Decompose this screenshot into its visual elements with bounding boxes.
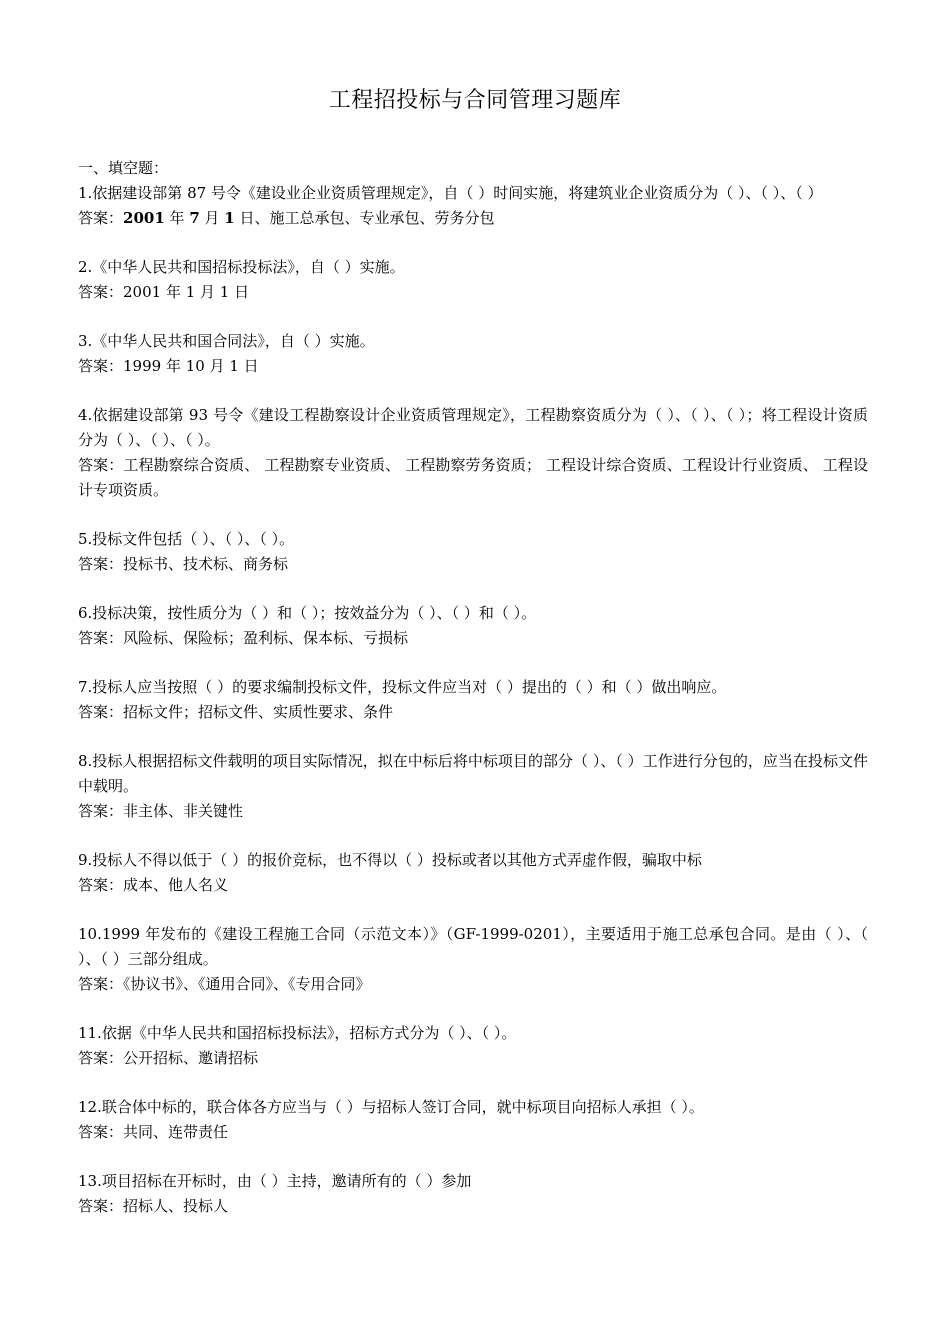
qa-item — [78, 181, 868, 231]
answer-label: 答案： — [78, 802, 124, 820]
answer-value: 《协议书》、《通用合同》、《专用合同》 — [123, 975, 371, 993]
qa-item — [78, 403, 868, 503]
question-text: 4.依据建设部第 93 号令《建设工程勘察设计企业资质管理规定》，工程勘察资质分为（ ）、（ ）、（ ）；将工程设计资质分为（ ）、（ ）、（ ）。 — [78, 406, 868, 449]
answer-label: 答案： — [78, 1049, 124, 1067]
question-text: 5.投标文件包括（ ）、（ ）、（ ）。 — [78, 530, 295, 548]
qa-item — [78, 848, 868, 898]
answer-value: 公开招标、邀请招标 — [123, 1049, 259, 1067]
answer-value: 1999 年 10 月 1 日 — [123, 357, 259, 375]
answer-label: 答案： — [78, 283, 124, 301]
qa-item — [78, 255, 868, 305]
answer-value: 7 — [189, 209, 200, 227]
qa-item — [78, 1095, 868, 1145]
answer-text — [78, 1194, 868, 1219]
answer-text — [78, 1046, 868, 1071]
answer-value: 2001 年 1 月 1 日 — [123, 283, 250, 301]
question-text: 11.依据《中华人民共和国招标投标法》，招标方式分为（ ）、（ ）。 — [78, 1024, 517, 1042]
answer-text — [78, 552, 868, 577]
answer-label: 答案： — [78, 1123, 124, 1141]
answer-value: 工程勘察综合资质、 工程勘察专业资质、 工程勘察劳务资质； 工程设计综合资质、工程设计行业资质、 工程设计专项资质。 — [78, 456, 868, 499]
qa-item — [78, 922, 868, 997]
question-text: 10.1999 年发布的《建设工程施工合同（示范文本）》（GF-1999-0201），主要适用于施工总承包合同。是由（ ）、（ ）、（ ）三部分组成。 — [78, 925, 868, 968]
question-text: 9.投标人不得以低于（ ）的报价竞标，也不得以（ ）投标或者以其他方式弄虚作假，骗取中标 — [78, 851, 702, 869]
answer-text — [78, 799, 868, 824]
answer-value: 投标书、技术标、商务标 — [123, 555, 289, 573]
answer-label: 答案： — [78, 703, 124, 721]
question-text: 2.《中华人民共和国招标投标法》，自（ ）实施。 — [78, 258, 405, 276]
answer-value: 非主体、非关键性 — [123, 802, 244, 820]
answer-value: 月 — [199, 209, 225, 227]
question-text: 13.项目招标在开标时，由（ ）主持，邀请所有的（ ）参加 — [78, 1172, 472, 1190]
answer-value: 风险标、保险标；盈利标、保本标、亏损标 — [123, 629, 409, 647]
question-text: 7.投标人应当按照（ ）的要求编制投标文件，投标文件应当对（ ）提出的（ ）和（ ）做出响应。 — [78, 678, 727, 696]
answer-text — [78, 626, 868, 651]
answer-label: 答案： — [78, 456, 124, 474]
answer-text — [78, 354, 868, 379]
qa-item — [78, 1169, 868, 1219]
qa-item — [78, 1021, 868, 1071]
answer-label: 答案： — [78, 357, 124, 375]
answer-label: 答案： — [78, 555, 124, 573]
qa-item — [78, 749, 868, 824]
answer-value: 2001 — [123, 209, 165, 227]
section-heading: 一、填空题： — [78, 159, 169, 177]
answer-text — [78, 972, 868, 997]
question-text: 6.投标决策，按性质分为（ ）和（ ）；按效益分为（ ）、（ ）和（ ）。 — [78, 604, 537, 622]
question-text: 12.联合体中标的，联合体各方应当与（ ）与招标人签订合同，就中标项目向招标人承担（ ）。 — [78, 1098, 704, 1116]
answer-value: 日、施工总承包、专业承包、劳务分包 — [234, 209, 495, 227]
document-body — [78, 156, 868, 1243]
answer-text — [78, 873, 868, 898]
answer-label: 答案： — [78, 876, 124, 894]
answer-value: 1 — [224, 209, 235, 227]
answer-text — [78, 280, 868, 305]
answer-value: 招标文件；招标文件、实质性要求、条件 — [123, 703, 394, 721]
answer-text — [78, 700, 868, 725]
answer-label: 答案： — [78, 629, 124, 647]
qa-item — [78, 527, 868, 577]
question-text: 3.《中华人民共和国合同法》，自（ ）实施。 — [78, 332, 375, 350]
answer-value: 招标人、投标人 — [123, 1197, 229, 1215]
answer-label: 答案： — [78, 975, 124, 993]
qa-item — [78, 329, 868, 379]
answer-value: 年 — [164, 209, 190, 227]
qa-item — [78, 601, 868, 651]
question-text: 8.投标人根据招标文件载明的项目实际情况，拟在中标后将中标项目的部分（ ）、（ ）工作进行分包的，应当在投标文件中载明。 — [78, 752, 868, 795]
answer-text — [78, 206, 868, 231]
answer-label: 答案： — [78, 1197, 124, 1215]
answer-text — [78, 453, 868, 503]
qa-item — [78, 675, 868, 725]
answer-text — [78, 1120, 868, 1145]
answer-value: 成本、他人名义 — [123, 876, 229, 894]
document-title: 工程招投标与合同管理习题库 — [328, 88, 622, 113]
answer-value: 共同、连带责任 — [123, 1123, 229, 1141]
answer-label: 答案： — [78, 209, 124, 227]
question-text: 1.依据建设部第 87 号令《建设业企业资质管理规定》，自（ ）时间实施，将建筑业企业资质分为（ ）、（ ）、（ ） — [78, 184, 823, 202]
qa-list — [78, 181, 868, 1219]
